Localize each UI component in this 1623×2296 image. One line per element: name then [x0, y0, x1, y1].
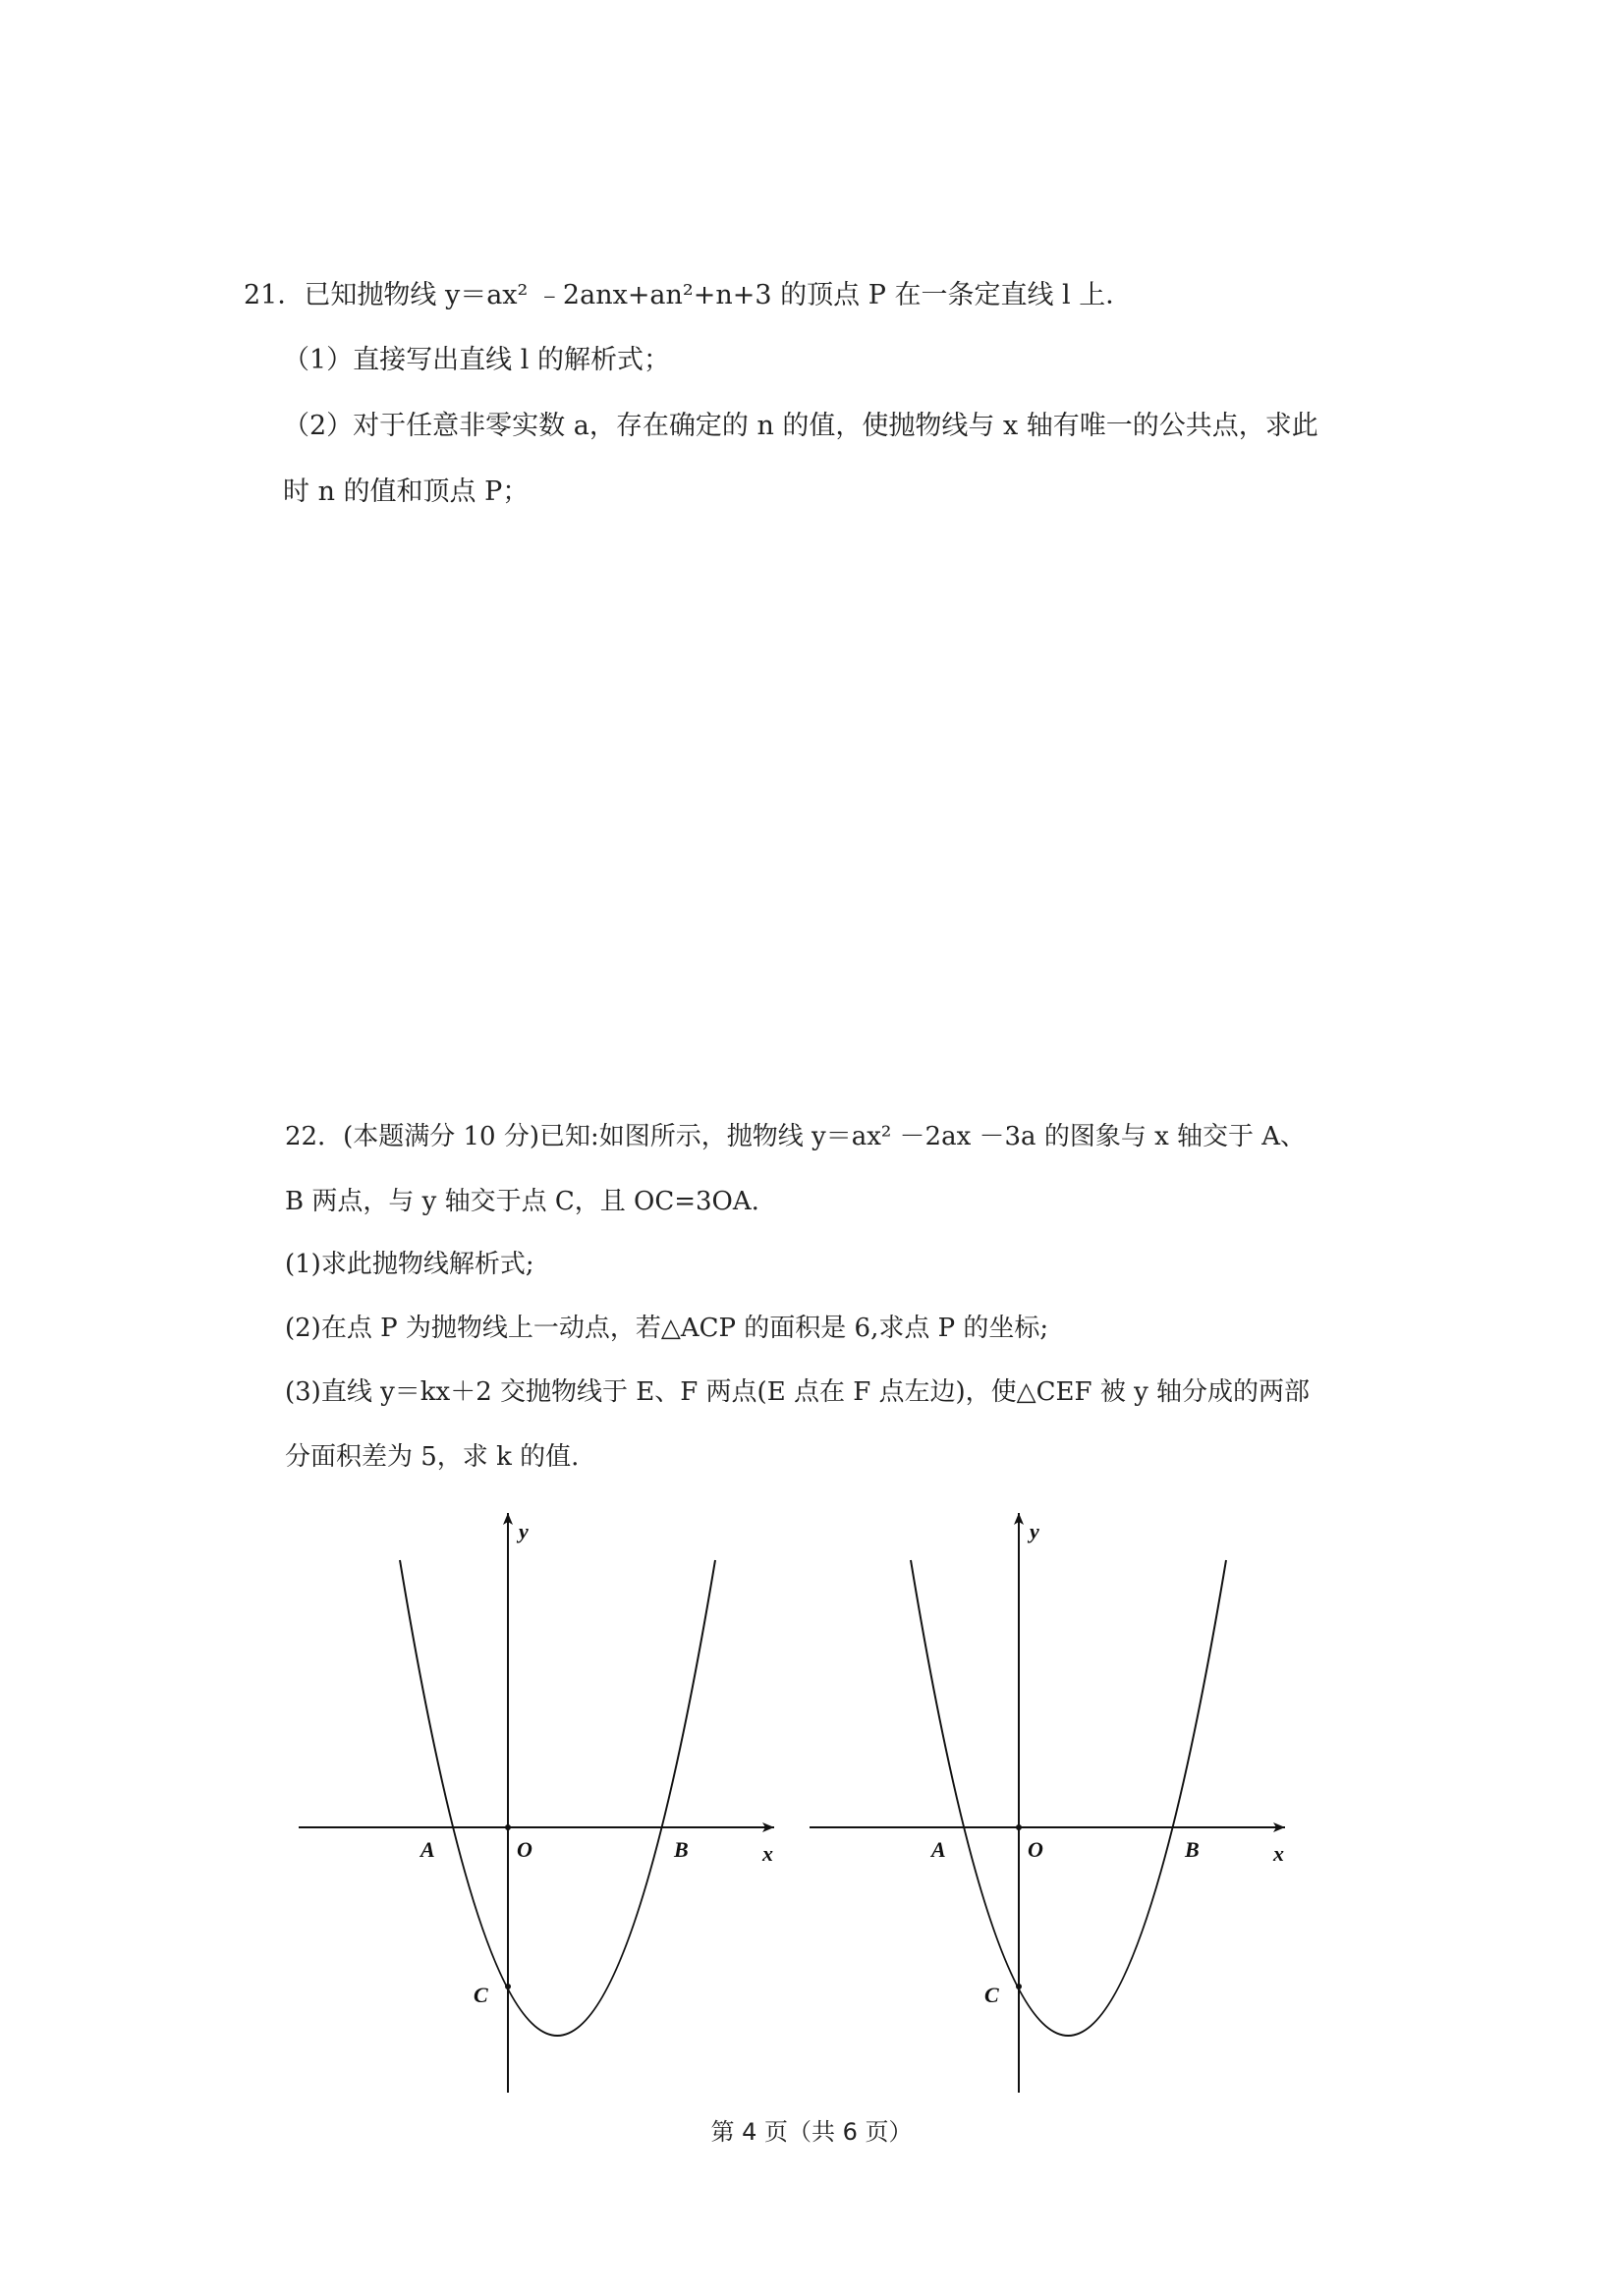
label-y: y: [519, 1519, 529, 1543]
label-y: y: [1030, 1519, 1039, 1543]
q22-part3-line1: (3)直线 y＝kx＋2 交抛物线于 E、F 两点(E 点在 F 点左边)，使△CEF 被 y 轴分成的两部: [285, 1377, 1311, 1407]
q22-stem-line2: B 两点，与 y 轴交于点 C，且 OC=3OA.: [285, 1187, 759, 1216]
q21-part1: （1）直接写出直线 l 的解析式；: [283, 345, 670, 375]
q22-part2: (2)在点 P 为抛物线上一动点，若△ACP 的面积是 6,求点 P 的坐标;: [285, 1314, 1049, 1343]
label-c: C: [984, 1983, 999, 2007]
label-o: O: [1028, 1837, 1043, 1862]
point-c-dot: [1016, 1984, 1022, 1989]
q22-part1: (1)求此抛物线解析式;: [285, 1250, 534, 1279]
q21-stem: 21．已知抛物线 y＝ax² ﹣2anx+an²+n+3 的顶点 P 在一条定直线 l 上．: [244, 280, 1133, 310]
label-o: O: [517, 1837, 532, 1862]
label-a: A: [931, 1837, 946, 1862]
q22-part3-line2: 分面积差为 5，求 k 的值.: [285, 1442, 580, 1472]
parabola-curve: [911, 1560, 1226, 2036]
q21-part2-line2: 时 n 的值和顶点 P；: [283, 476, 530, 507]
origin-dot: [1016, 1824, 1022, 1830]
page-footer: 第 4 页（共 6 页）: [710, 2118, 913, 2146]
q21-part2-line1: （2）对于任意非零实数 a，存在确定的 n 的值，使抛物线与 x 轴有唯一的公共点，求此: [283, 411, 1318, 441]
q22-stem-line1: 22．(本题满分 10 分)已知:如图所示，抛物线 y＝ax² －2ax －3a 的图象与 x 轴交于 A、: [285, 1122, 1307, 1151]
label-a: A: [420, 1837, 435, 1862]
label-x: x: [762, 1841, 773, 1866]
label-b: B: [674, 1837, 689, 1862]
label-b: B: [1185, 1837, 1200, 1862]
label-c: C: [474, 1983, 488, 2007]
label-x: x: [1273, 1841, 1284, 1866]
